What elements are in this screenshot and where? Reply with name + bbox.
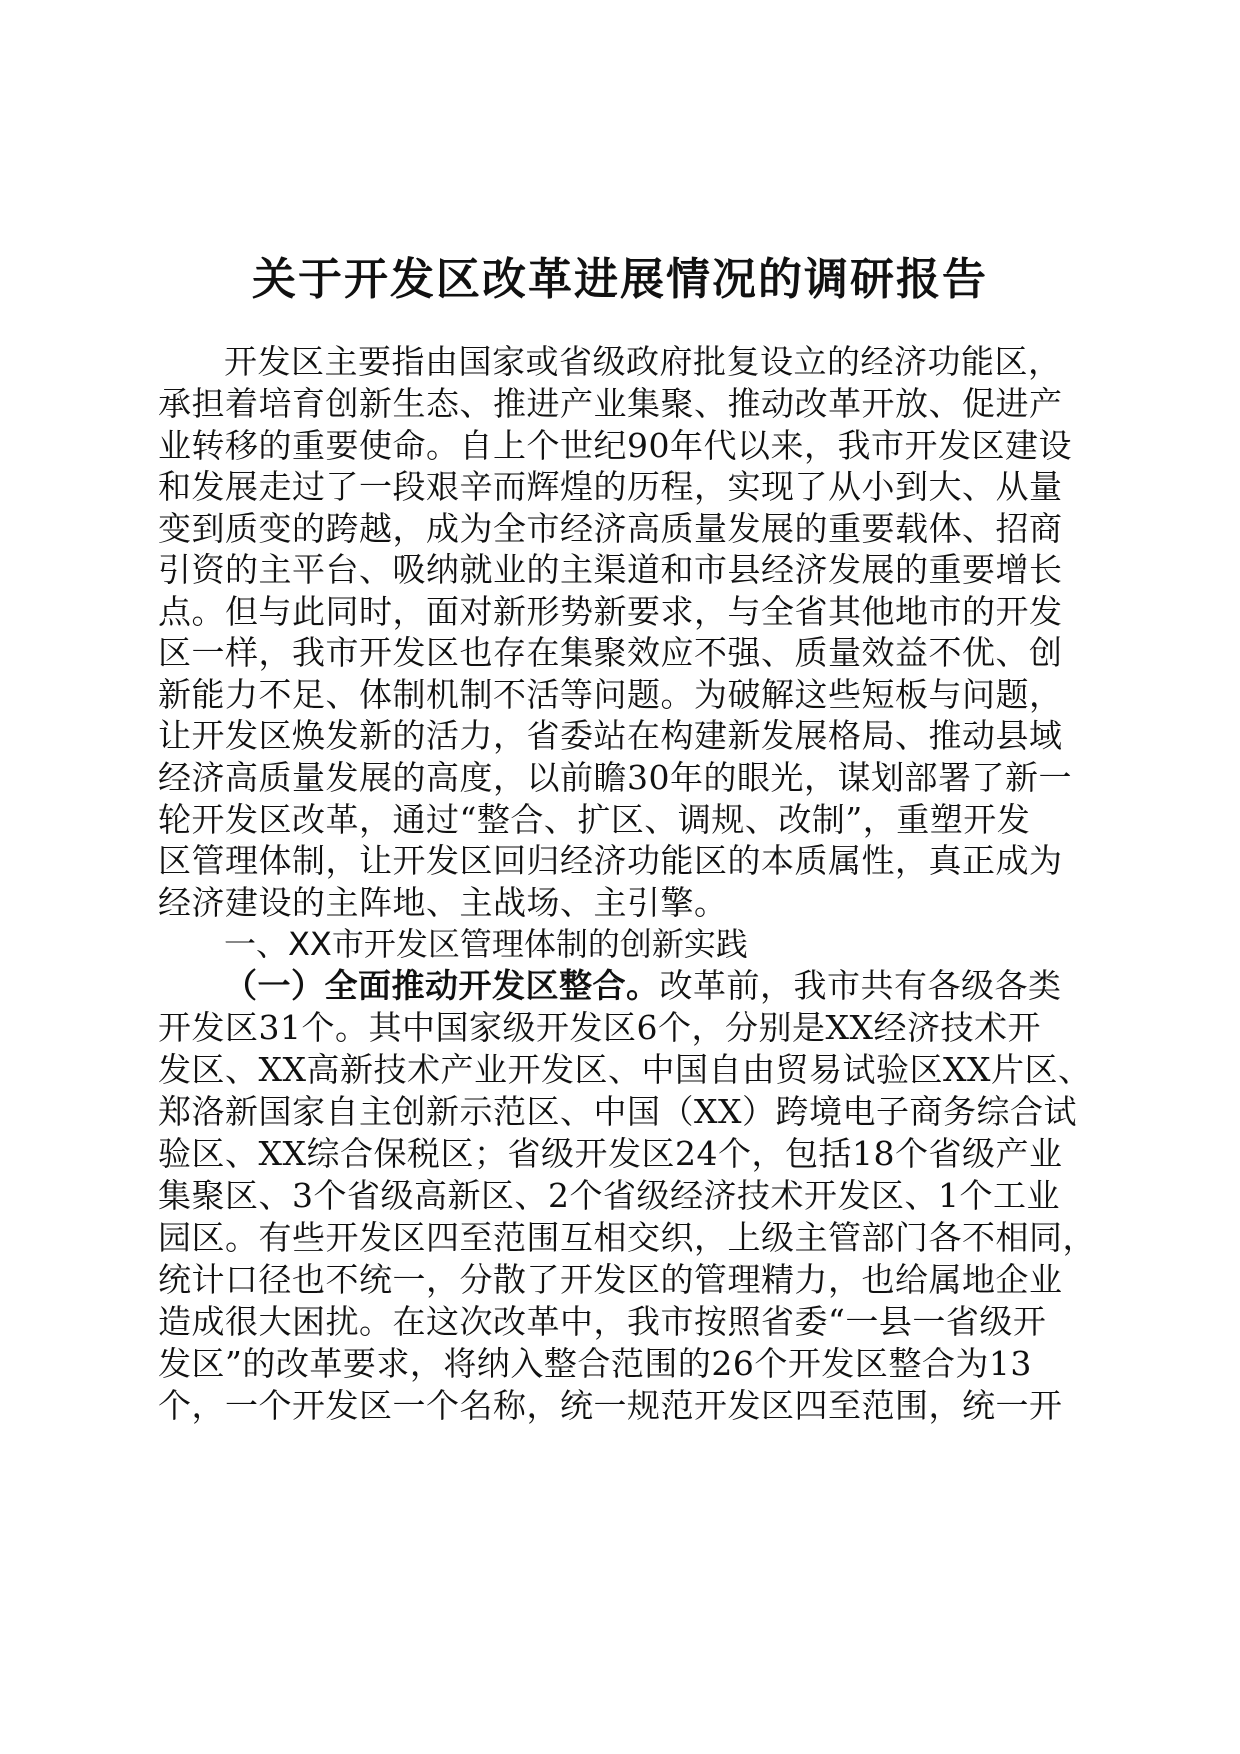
paragraph-line: 区一样，我市开发区也存在集聚效应不强、质量效益不优、创 [158, 633, 1063, 672]
paragraph-line: 业转移的重要使命。自上个世纪90年代以来，我市开发区建设 [158, 426, 1072, 465]
paragraph-line: 引资的主平台、吸纳就业的主渠道和市县经济发展的重要增长 [158, 550, 1063, 589]
subsection-first-rest: 改革前，我市共有各级各类 [659, 966, 1062, 1005]
paragraph-line: 发区、XX高新技术产业开发区、中国自由贸易试验区XX片区、 [158, 1050, 1092, 1089]
paragraph-line: 经济建设的主阵地、主战场、主引擎。 [158, 883, 728, 922]
paragraph-line: 新能力不足、体制机制不活等问题。为破解这些短板与问题， [158, 675, 1063, 714]
paragraph-line: 开发区31个。其中国家级开发区6个，分别是XX经济技术开 [158, 1008, 1041, 1047]
paragraph-line: 统计口径也不统一，分散了开发区的管理精力，也给属地企业 [158, 1260, 1063, 1299]
paragraph-line: 验区、XX综合保税区；省级开发区24个，包括18个省级产业 [158, 1134, 1063, 1173]
paragraph-line: 区管理体制，让开发区回归经济功能区的本质属性，真正成为 [158, 841, 1063, 880]
paragraph-line: 开发区主要指由国家或省级政府批复设立的经济功能区， [224, 342, 1062, 381]
paragraph-line: 点。但与此同时，面对新形势新要求，与全省其他地市的开发 [158, 592, 1063, 631]
paragraph-line: 个，一个开发区一个名称，统一规范开发区四至范围，统一开 [158, 1386, 1063, 1425]
subsection-lead: （一）全面推动开发区整合。 [224, 966, 660, 1005]
paragraph-line: 发区”的改革要求，将纳入整合范围的26个开发区整合为13 [158, 1344, 1032, 1383]
paragraph-line: 轮开发区改革，通过“整合、扩区、调规、改制”，重塑开发 [158, 800, 1031, 839]
paragraph-line: 经济高质量发展的高度，以前瞻30年的眼光，谋划部署了新一 [158, 758, 1072, 797]
paragraph-line: 园区。有些开发区四至范围互相交织，上级主管部门各不相同， [158, 1218, 1096, 1257]
paragraph-line: 造成很大困扰。在这次改革中，我市按照省委“一县一省级开 [158, 1302, 1047, 1341]
paragraph-line: 变到质变的跨越，成为全市经济高质量发展的重要载体、招商 [158, 509, 1063, 548]
paragraph-line: 让开发区焕发新的活力，省委站在构建新发展格局、推动县域 [158, 716, 1063, 755]
section-heading: 一、XX市开发区管理体制的创新实践 [224, 925, 748, 963]
paragraph-line: 集聚区、3个省级高新区、2个省级经济技术开发区、1个工业 [158, 1176, 1060, 1215]
paragraph-line: 郑洛新国家自主创新示范区、中国（XX）跨境电子商务综合试 [158, 1092, 1077, 1131]
paragraph-line: 和发展走过了一段艰辛而辉煌的历程，实现了从小到大、从量 [158, 467, 1063, 506]
paragraph-line: 承担着培育创新生态、推进产业集聚、推动改革开放、促进产 [158, 384, 1063, 423]
subsection-first-line [224, 962, 1088, 1010]
document-title: 关于开发区改革进展情况的调研报告 [252, 254, 988, 305]
